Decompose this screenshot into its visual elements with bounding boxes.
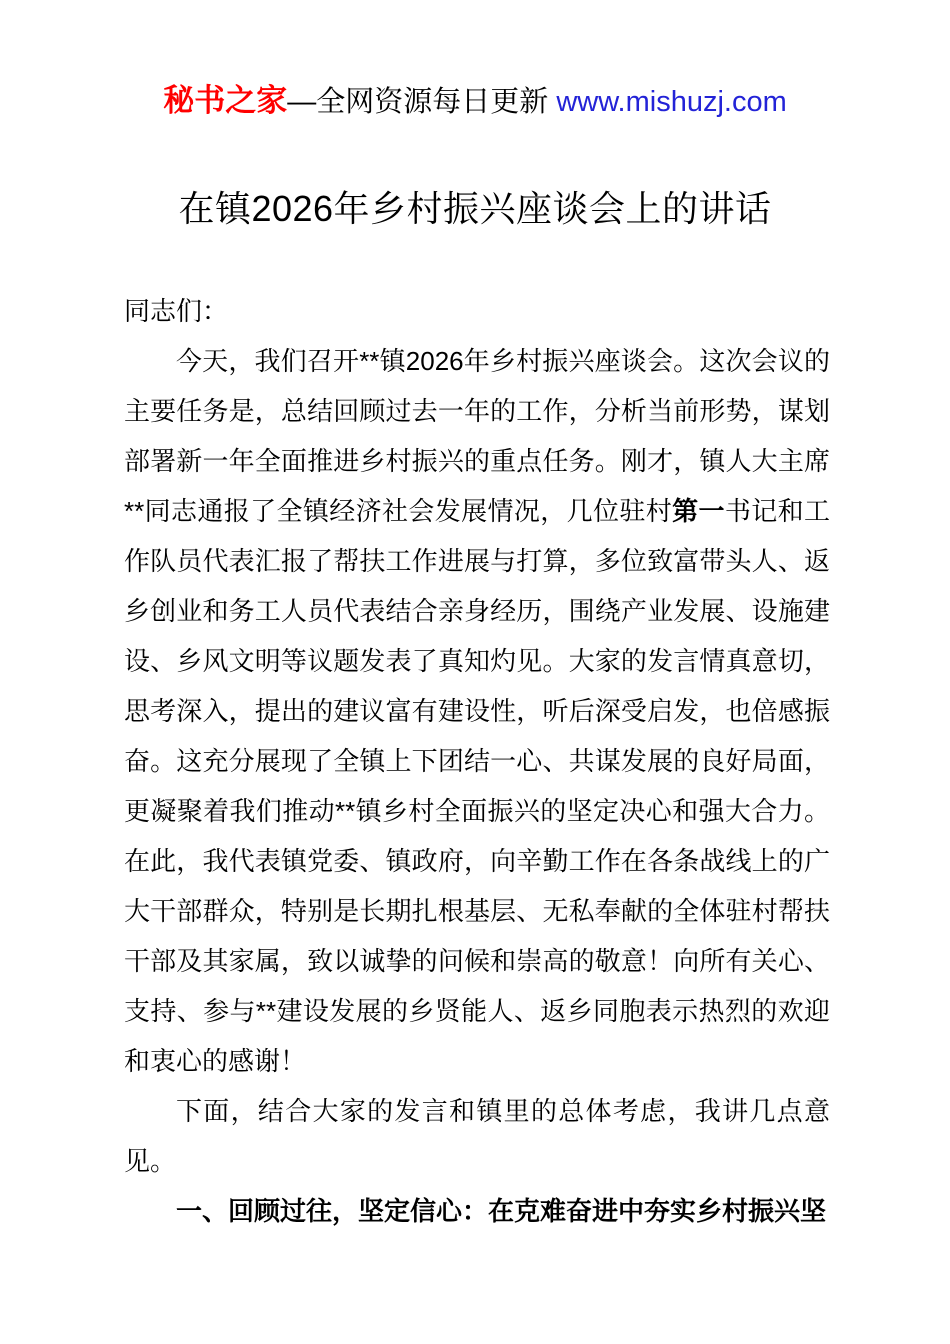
opening-paragraph [124, 336, 830, 1086]
document-title: 在镇2026年乡村振兴座谈会上的讲话 [178, 188, 772, 229]
section-heading-1: 一、回顾过往，坚定信心：在克难奋进中夯实乡村振兴坚 [176, 1196, 827, 1226]
site-header [0, 0, 950, 128]
opening-paragraph-bold-term: 第一 [672, 496, 725, 526]
site-url-link[interactable]: www.mishuzj.com [556, 86, 787, 118]
site-tagline: —全网资源每日更新 [287, 86, 557, 118]
salutation: 同志们： [124, 296, 229, 326]
opening-paragraph-text-1: 今天，我们召开**镇2026年乡村振兴座谈会。这次会议的主要任务是，总结回顾过去一年的工作，分析当前形势，谋划部署新一年全面推进乡村振兴的重点任务。刚才，镇人大主席**同志通报了全镇经济社会发展情况，几位驻村 [124, 346, 830, 526]
site-name: 秘书之家 [163, 83, 288, 118]
opening-paragraph-text-2: 书记和工作队员代表汇报了帮扶工作进展与打算，多位致富带头人、返乡创业和务工人员代表结合亲身经历，围绕产业发展、设施建设、乡风文明等议题发表了真知灼见。大家的发言情真意切，思考深入，提出的建议富有建设性，听后深受启发，也倍感振奋。这充分展现了全镇上下团结一心、共谋发展的良好局面，更凝聚着我们推动**镇乡村全面振兴的坚定决心和强大合力。在此，我代表镇党委、镇政府，向辛勤工作在各条战线上的广大干部群众，特别是长期扎根基层、无私奉献的全体驻村帮扶干部及其家属，致以诚挚的问候和崇高的敬意！向所有关心、支持、参与**建设发展的乡贤能人、返乡同胞表示热烈的欢迎和衷心的感谢！ [124, 496, 830, 1076]
document-body [124, 286, 830, 1236]
transition-paragraph: 下面，结合大家的发言和镇里的总体考虑，我讲几点意见。 [124, 1096, 830, 1176]
